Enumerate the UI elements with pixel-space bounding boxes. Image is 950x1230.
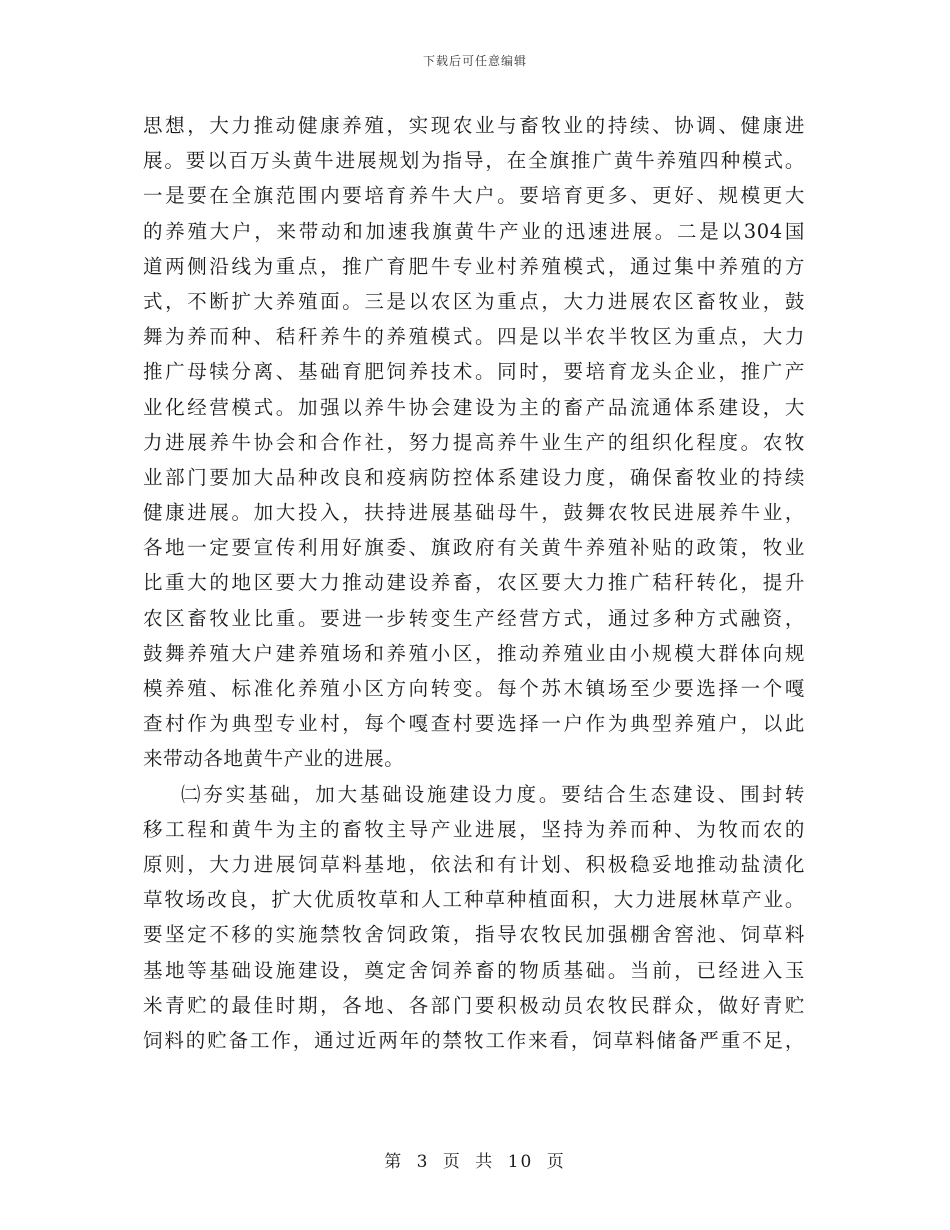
text-line: 原则，大力进展饲草料基地，依法和有计划、积极稳妥地推动盐渍化 bbox=[143, 852, 805, 876]
text-line: 业化经营模式。加强以养牛协会建设为主的畜产品流通体系建设，大 bbox=[143, 395, 805, 419]
text-line: 力进展养牛协会和合作社，努力提高养牛业生产的组织化程度。农牧 bbox=[143, 430, 805, 454]
text-line: 农区畜牧业比重。要进一步转变生产经营方式，通过多种方式融资， bbox=[143, 606, 805, 630]
text-line: 一是要在全旗范围内要培育养牛大户。要培育更多、更好、规模更大 bbox=[143, 184, 805, 208]
text-line: 模养殖、标准化养殖小区方向转变。每个苏木镇场至少要选择一个嘎 bbox=[143, 677, 805, 700]
text-line: 的养殖大户，来带动和加速我旗黄牛产业的迅速进展。二是以304国 bbox=[143, 219, 805, 243]
text-line: 基地等基础设施建设，奠定舍饲养畜的物质基础。当前，已经进入玉 bbox=[143, 958, 805, 982]
text-line: 舞为养而种、秸秆养牛的养殖模式。四是以半农半牧区为重点，大力 bbox=[143, 325, 805, 349]
text-line: 来带动各地黄牛产业的进展。 bbox=[143, 747, 405, 771]
text-line: 要坚定不移的实施禁牧舍饲政策，指导农牧民加强棚舍窖池、饲草料 bbox=[143, 923, 805, 947]
text-line: 道两侧沿线为重点，推广育肥牛专业村养殖模式，通过集中养殖的方 bbox=[143, 254, 805, 278]
text-line: 各地一定要宣传利用好旗委、旗政府有关黄牛养殖补贴的政策，牧业 bbox=[143, 536, 805, 560]
text-line: 推广母犊分离、基础育肥饲养技术。同时，要培育龙头企业，推广产 bbox=[143, 360, 805, 384]
text-line: 移工程和黄牛为主的畜牧主导产业进展，坚持为养而种、为牧而农的 bbox=[143, 817, 805, 841]
page-header: 下载后可任意编辑 bbox=[422, 54, 527, 68]
text-line: 思想，大力推动健康养殖，实现农业与畜牧业的持续、协调、健康进 bbox=[143, 114, 805, 137]
text-line: 业部门要加大品种改良和疫病防控体系建设力度，确保畜牧业的持续 bbox=[143, 465, 805, 489]
text-line: 饲料的贮备工作，通过近两年的禁牧工作来看，饲草料储备严重不足， bbox=[143, 1028, 805, 1052]
text-line: 比重大的地区要大力推动建设养畜，农区要大力推广秸秆转化，提升 bbox=[143, 571, 805, 595]
text-line: ㈡夯实基础，加大基础设施建设力度。要结合生态建设、围封转 bbox=[181, 782, 805, 806]
page-number: 第 3 页 共 10 页 bbox=[384, 1152, 566, 1172]
text-line: 草牧场改良，扩大优质牧草和人工种草种植面积，大力进展林草产业。 bbox=[143, 888, 805, 912]
text-line: 查村作为典型专业村，每个嘎查村要选择一户作为典型养殖户，以此 bbox=[143, 712, 805, 736]
text-line: 展。要以百万头黄牛进展规划为指导，在全旗推广黄牛养殖四种模式。 bbox=[143, 149, 805, 173]
text-line: 健康进展。加大投入，扶持进展基础母牛，鼓舞农牧民进展养牛业， bbox=[143, 501, 805, 525]
document-body bbox=[143, 108, 805, 1058]
text-line: 鼓舞养殖大户建养殖场和养殖小区，推动养殖业由小规模大群体向规 bbox=[143, 641, 805, 665]
text-line: 式，不断扩大养殖面。三是以农区为重点，大力进展农区畜牧业，鼓 bbox=[143, 289, 805, 313]
text-line: 米青贮的最佳时期，各地、各部门要积极动员农牧民群众，做好青贮 bbox=[143, 993, 805, 1017]
